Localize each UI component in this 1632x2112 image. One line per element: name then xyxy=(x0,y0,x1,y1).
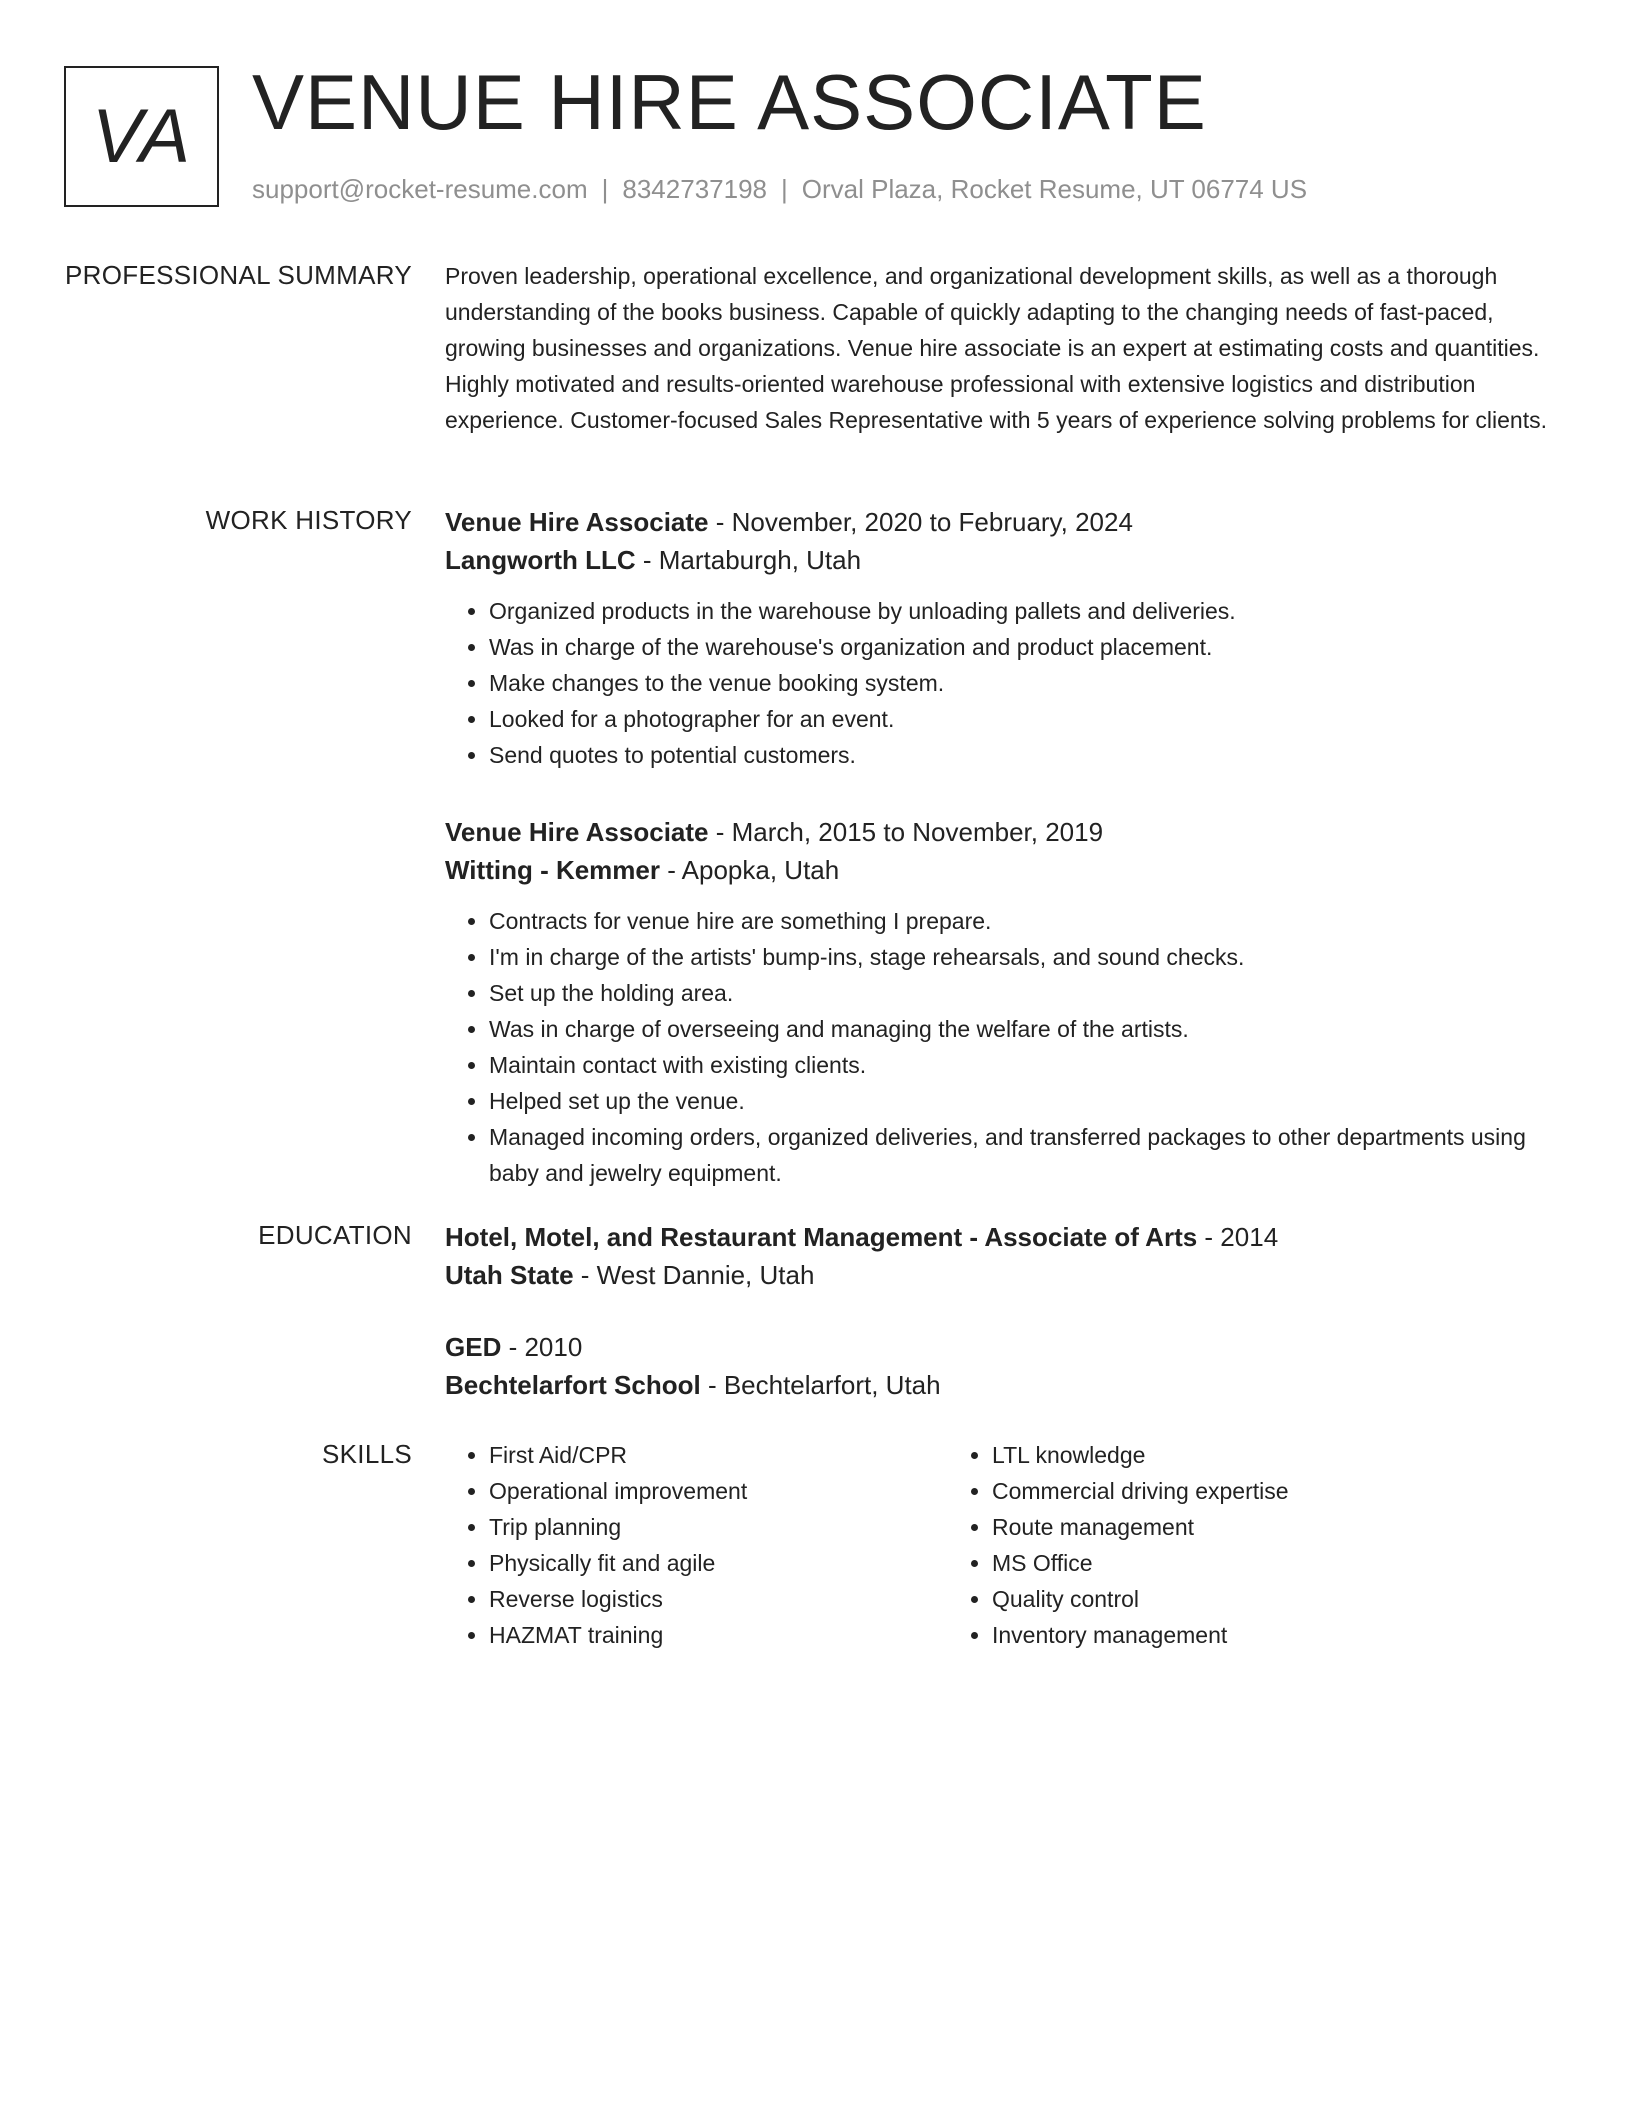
job-bullet: • Send quotes to potential customers. xyxy=(489,737,1555,773)
education-entry xyxy=(445,1218,1555,1294)
job-bullet: • Set up the holding area. xyxy=(489,975,1555,1011)
job-location: - Martaburgh, Utah xyxy=(635,545,862,575)
section-label-work: WORK HISTORY xyxy=(205,505,412,535)
job-bullet: • Was in charge of overseeing and managing the welfare of the artists. xyxy=(489,1011,1555,1047)
skill-item: • Reverse logistics xyxy=(489,1581,948,1617)
skill-item: • HAZMAT training xyxy=(489,1617,948,1653)
skill-item: • MS Office xyxy=(992,1545,1451,1581)
skill-item: • Trip planning xyxy=(489,1509,948,1545)
job-bullet: • Contracts for venue hire are something I prepare. xyxy=(489,903,1555,939)
skill-item: • Physically fit and agile xyxy=(489,1545,948,1581)
job-dates: - March, 2015 to November, 2019 xyxy=(708,817,1104,847)
education-year: - 2010 xyxy=(501,1332,583,1362)
education-degree: Hotel, Motel, and Restaurant Management - Associate of Arts xyxy=(445,1222,1198,1252)
job-bullet: • Was in charge of the warehouse's organization and product placement. xyxy=(489,629,1555,665)
skill-item: • Operational improvement xyxy=(489,1473,948,1509)
contact-separator: | xyxy=(601,174,609,204)
skills-list-right xyxy=(948,1437,1451,1653)
education-school: Utah State xyxy=(445,1260,574,1290)
education-location: - West Dannie, Utah xyxy=(573,1260,815,1290)
resume-name: VENUE HIRE ASSOCIATE xyxy=(252,58,1207,146)
skill-item: • First Aid/CPR xyxy=(489,1437,948,1473)
job-location: - Apopka, Utah xyxy=(660,855,840,885)
job-bullet: • Make changes to the venue booking system. xyxy=(489,665,1555,701)
job-bullet-list xyxy=(445,593,1555,773)
contact-phone: 8342737198 xyxy=(622,174,767,204)
job-bullet-list xyxy=(445,903,1555,1191)
job-title: Venue Hire Associate xyxy=(445,507,709,537)
education-entry xyxy=(445,1328,1555,1404)
job-company-line xyxy=(445,541,1555,579)
summary-body xyxy=(445,258,1555,438)
skills-list-left xyxy=(445,1437,948,1653)
job-title-line xyxy=(445,503,1555,541)
job-bullet: • I'm in charge of the artists' bump-ins, stage rehearsals, and sound checks. xyxy=(489,939,1555,975)
skill-item: • LTL knowledge xyxy=(992,1437,1451,1473)
education-degree-line xyxy=(445,1218,1555,1256)
job-title-line xyxy=(445,813,1555,851)
job-dates: - November, 2020 to February, 2024 xyxy=(708,507,1133,537)
job-company-line xyxy=(445,851,1555,889)
education-school: Bechtelarfort School xyxy=(445,1370,701,1400)
skill-item: • Commercial driving expertise xyxy=(992,1473,1451,1509)
contact-line xyxy=(252,172,1307,206)
education-school-line xyxy=(445,1256,1555,1294)
skills-body xyxy=(445,1437,1555,1653)
job-bullet: • Maintain contact with existing clients. xyxy=(489,1047,1555,1083)
skill-item: • Quality control xyxy=(992,1581,1451,1617)
job-company: Langworth LLC xyxy=(445,545,636,575)
education-location: - Bechtelarfort, Utah xyxy=(700,1370,941,1400)
job-bullet: • Helped set up the venue. xyxy=(489,1083,1555,1119)
education-school-line xyxy=(445,1366,1555,1404)
job-entry xyxy=(445,503,1555,773)
education-body xyxy=(445,1218,1555,1438)
job-bullet: • Looked for a photographer for an event. xyxy=(489,701,1555,737)
job-title: Venue Hire Associate xyxy=(445,817,709,847)
skill-item: • Inventory management xyxy=(992,1617,1451,1653)
contact-address: Orval Plaza, Rocket Resume, UT 06774 US xyxy=(801,174,1308,204)
monogram-initials: VA xyxy=(91,94,192,179)
job-bullet: • Managed incoming orders, organized deliveries, and transferred packages to other departments using baby and jewelry equipment. xyxy=(489,1119,1555,1191)
skill-item: • Route management xyxy=(992,1509,1451,1545)
section-label-education: EDUCATION xyxy=(258,1220,412,1250)
contact-separator: | xyxy=(781,174,788,204)
skills-columns xyxy=(445,1437,1555,1653)
section-label-skills: SKILLS xyxy=(322,1439,412,1469)
job-entry xyxy=(445,813,1555,1191)
education-degree: GED xyxy=(445,1332,502,1362)
job-bullet: • Organized products in the warehouse by unloading pallets and deliveries. xyxy=(489,593,1555,629)
summary-text: Proven leadership, operational excellence, and organizational development skills, as well as a thorough understanding of the books business. Capable of quickly adapting to the changing needs of fast-paced, growing businesses and organizations. Venue hire associate is an expert at estimating costs and quantities. Highly motivated and results-oriented warehouse professional with extensive logistics and distribution experience. Customer-focused Sales Representative with 5 years of experience solving problems for clients. xyxy=(445,263,1547,433)
job-company: Witting - Kemmer xyxy=(445,855,660,885)
monogram-box xyxy=(64,66,219,207)
contact-email: support@rocket-resume.com xyxy=(252,174,588,204)
section-label-summary: PROFESSIONAL SUMMARY xyxy=(65,260,412,290)
work-history-body xyxy=(445,503,1555,1231)
education-year: - 2014 xyxy=(1197,1222,1279,1252)
education-degree-line xyxy=(445,1328,1555,1366)
